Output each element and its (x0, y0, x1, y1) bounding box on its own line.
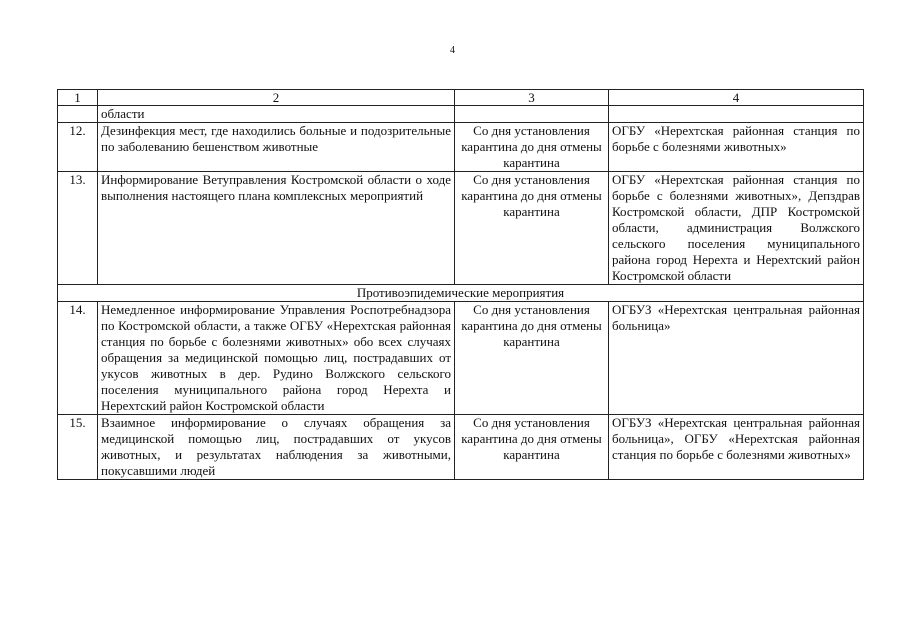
page-number: 4 (450, 45, 455, 56)
deadline-cell: Со дня установления карантина до дня отмены карантина (455, 172, 609, 285)
responsible-cell: ОГБУЗ «Нерехтская центральная районная больница», ОГБУ «Нерехтская районная станция по борьбе с болезнями животных» (609, 415, 864, 480)
action-cell: Дезинфекция мест, где находились больные и подозрительные по заболеванию бешенством животные (98, 123, 455, 172)
header-col-2: 2 (98, 90, 455, 106)
table-row (58, 123, 864, 172)
section-title: Противоэпидемические мероприятия (58, 285, 864, 302)
action-cell: Взаимное информирование о случаях обращения за медицинской помощью лиц, пострадавших от укусов животных, и результатах наблюдения за животными, покусавшими людей (98, 415, 455, 480)
table-header-row (58, 90, 864, 106)
continuation-text: области (98, 106, 455, 123)
table-row (58, 172, 864, 285)
header-col-4: 4 (609, 90, 864, 106)
deadline-cell: Со дня установления карантина до дня отмены карантина (455, 123, 609, 172)
header-col-1: 1 (58, 90, 98, 106)
row-number: 12. (58, 123, 98, 172)
deadline-cell: Со дня установления карантина до дня отмены карантина (455, 415, 609, 480)
section-row (58, 285, 864, 302)
header-col-3: 3 (455, 90, 609, 106)
responsible-cell: ОГБУ «Нерехтская районная станция по борьбе с болезнями животных» (609, 123, 864, 172)
responsible-cell: ОГБУЗ «Нерехтская центральная районная больница» (609, 302, 864, 415)
action-cell: Информирование Ветуправления Костромской области о ходе выполнения настоящего плана комплексных мероприятий (98, 172, 455, 285)
row-number: 15. (58, 415, 98, 480)
table-row (58, 302, 864, 415)
table-row (58, 106, 864, 123)
row-number: 14. (58, 302, 98, 415)
table-row (58, 415, 864, 480)
action-cell: Немедленное информирование Управления Роспотребнадзора по Костромской области, а также ОГБУ «Нерехтская районная станция по борьбе с болезнями животных» обо всех случаях обращения за медицинской помощью лиц, пострадавших от укусов животных в дер. Рудино Волжского сельского поселения муниципального района город Нерехта и Нерехтский район Костромской области (98, 302, 455, 415)
deadline-cell: Со дня установления карантина до дня отмены карантина (455, 302, 609, 415)
row-number: 13. (58, 172, 98, 285)
measures-table (57, 89, 864, 480)
responsible-cell: ОГБУ «Нерехтская районная станция по борьбе с болезнями животных», Депздрав Костромской области, ДПР Костромской области, администрация Волжского сельского поселения муниципального района город Нерехта и Нерехтский район Костромской области (609, 172, 864, 285)
